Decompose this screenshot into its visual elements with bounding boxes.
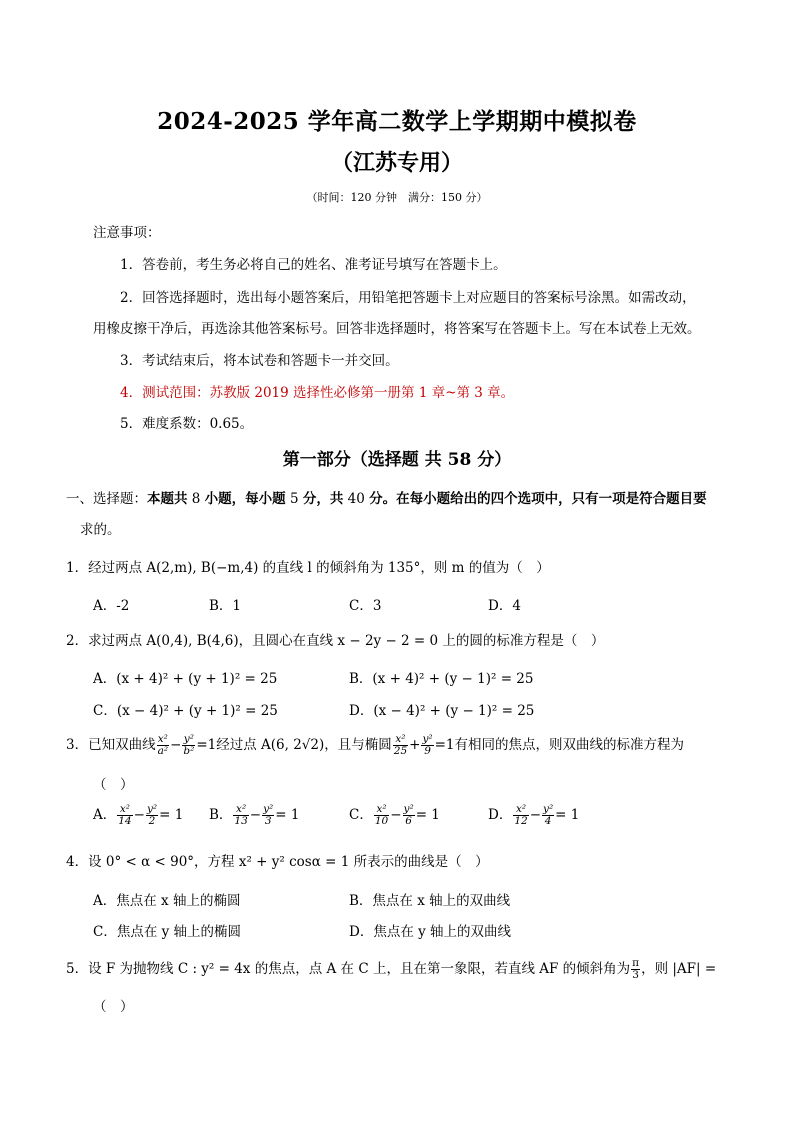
q4-option-b: B．焦点在 x 轴上的双曲线: [349, 893, 511, 909]
instr-text: 40: [343, 491, 370, 507]
page-subtitle: （江苏专用）: [330, 150, 463, 176]
q3-option-a: A． $\frac{\text{x²}}{14}$ − $\frac{\text{y²}}{2}$ = 1: [93, 803, 184, 827]
q1-option-d: D．4: [488, 598, 521, 614]
question-5-text: [66, 957, 716, 981]
note-item: 1．答卷前，考生务必将自己的姓名、准考证号填写在答题卡上。: [120, 257, 507, 273]
instr-text: 8: [187, 491, 205, 507]
q3-text-a: 3．已知双曲线: [66, 737, 156, 753]
q5-answer-paren: （ ）: [93, 999, 134, 1015]
option-letter: A．: [93, 807, 117, 823]
q5-text-b: ，则 |AF| =: [641, 961, 717, 977]
section-instructions-cont: 求的。: [80, 522, 121, 538]
q3-option-b: B． $\frac{\text{x²}}{13}$ − $\frac{\text{y²}}{3}$ = 1: [209, 803, 300, 827]
q2-option-a: A．(x + 4)² + (y + 1)² = 25: [93, 671, 278, 687]
q3-text-b: 经过点 A(6, 2√2)，且与椭圆: [216, 737, 392, 753]
instr-prefix: 一、选择题：: [66, 491, 147, 507]
option-letter: C．: [349, 807, 373, 823]
instr-bold: 分。在每小题给出的四个选项中，只有一项是符合题目要: [369, 491, 707, 507]
question-4-text: 4．设 0° < α < 90°，方程 x² + y² cosα = 1 所表示的曲线是（ ）: [66, 854, 489, 870]
instr-bold: 小题，每小题: [204, 491, 286, 507]
option-denominator: 14: [118, 815, 132, 827]
option-denominator: 12: [514, 815, 528, 827]
note-item: 3．考试结束后，将本试卷和答题卡一并交回。: [120, 353, 399, 369]
instr-text: 5: [285, 491, 303, 507]
question-1-text: 1．经过两点 A(2,m), B(−m,4) 的直线 l 的倾斜角为 135°，则 m 的值为（ ）: [66, 560, 550, 576]
q3-answer-paren: （ ）: [93, 777, 134, 793]
option-denominator: 13: [234, 815, 248, 827]
option-letter: D．: [488, 807, 513, 823]
notes-heading: 注意事项：: [93, 225, 161, 241]
fraction: $\frac{\text{x²}}{\text{a²}}$: [157, 733, 169, 757]
section-instructions: [66, 487, 707, 507]
instr-bold: 分，共: [302, 491, 344, 507]
q2-option-b: B．(x + 4)² + (y − 1)² = 25: [349, 671, 534, 687]
note-item: 5．难度系数：0.65。: [120, 416, 254, 432]
time-info: （时间：120 分钟 满分：150 分）: [306, 191, 488, 204]
page-title: 2024-2025 学年高二数学上学期期中模拟卷: [157, 108, 637, 135]
note-item: 4．测试范围：苏教版 2019 选择性必修第一册第 1 章~第 3 章。: [120, 385, 515, 401]
option-letter: B．: [209, 807, 233, 823]
q4-option-c: C．焦点在 y 轴上的椭圆: [93, 924, 242, 940]
question-2-text: 2．求过两点 A(0,4), B(4,6)，且圆心在直线 x − 2y − 2 = 0 上的圆的标准方程是（ ）: [66, 633, 605, 649]
option-denominator: 10: [374, 815, 389, 827]
q4-option-a: A．焦点在 x 轴上的椭圆: [93, 893, 241, 909]
q4-option-d: D．焦点在 y 轴上的双曲线: [349, 924, 512, 940]
option-denominator: 4: [544, 815, 552, 827]
option-denominator: 2: [148, 815, 156, 827]
note-item: 2．回答选择题时，选出每小题答案后，用铅笔把答题卡上对应题目的答案标号涂黑。如需改动，: [120, 290, 696, 306]
question-3-text: 3．已知双曲线 $\frac{\text{x²}}{\text{a²}}$ − $\frac{\text{y²}}{\text{b²}}$ =1经过点 A(6, 2√2)，且与椭圆 $\frac{\text{x²}}{25}$ + $\frac{\text{y²}}{9}$ =1有相同的焦点，则双曲线的标准方程为: [66, 733, 685, 757]
q1-option-a: A．-2: [93, 598, 130, 614]
option-denominator: 6: [405, 815, 412, 827]
note-item: 用橡皮擦干净后，再选涂其他答案标号。回答非选择题时，将答案写在答题卡上。写在本试卷上无效。: [93, 321, 701, 337]
fraction: $\frac{\text{y²}}{\text{b²}}$: [183, 733, 195, 757]
fraction: $\frac{\text{y²}}{9}$: [422, 733, 433, 757]
fraction: $\frac{\text{x²}}{25}$: [393, 733, 408, 757]
q2-option-c: C．(x − 4)² + (y + 1)² = 25: [93, 703, 278, 719]
q3-option-c: C． $\frac{\text{x²}}{10}$ − $\frac{\text{y²}}{6}$ = 1: [349, 803, 440, 827]
option-denominator: 3: [264, 815, 272, 827]
q3-text-c: 有相同的焦点，则双曲线的标准方程为: [454, 737, 685, 753]
q5-text-a: 5．设 F 为抛物线 C : y² = 4x 的焦点，点 A 在 C 上，且在第一象限，若直线 AF 的倾斜角为: [66, 961, 631, 977]
q1-option-b: B．1: [209, 598, 242, 614]
fraction: $\frac{\pi}{3}$: [632, 957, 640, 981]
q3-option-d: D． $\frac{\text{x²}}{12}$ − $\frac{\text{y²}}{4}$ = 1: [488, 803, 580, 827]
section-title: 第一部分（选择题 共 58 分）: [282, 450, 512, 470]
q1-option-c: C．3: [349, 598, 382, 614]
q2-option-d: D．(x − 4)² + (y − 1)² = 25: [349, 703, 535, 719]
instr-bold: 本题共: [147, 491, 188, 507]
